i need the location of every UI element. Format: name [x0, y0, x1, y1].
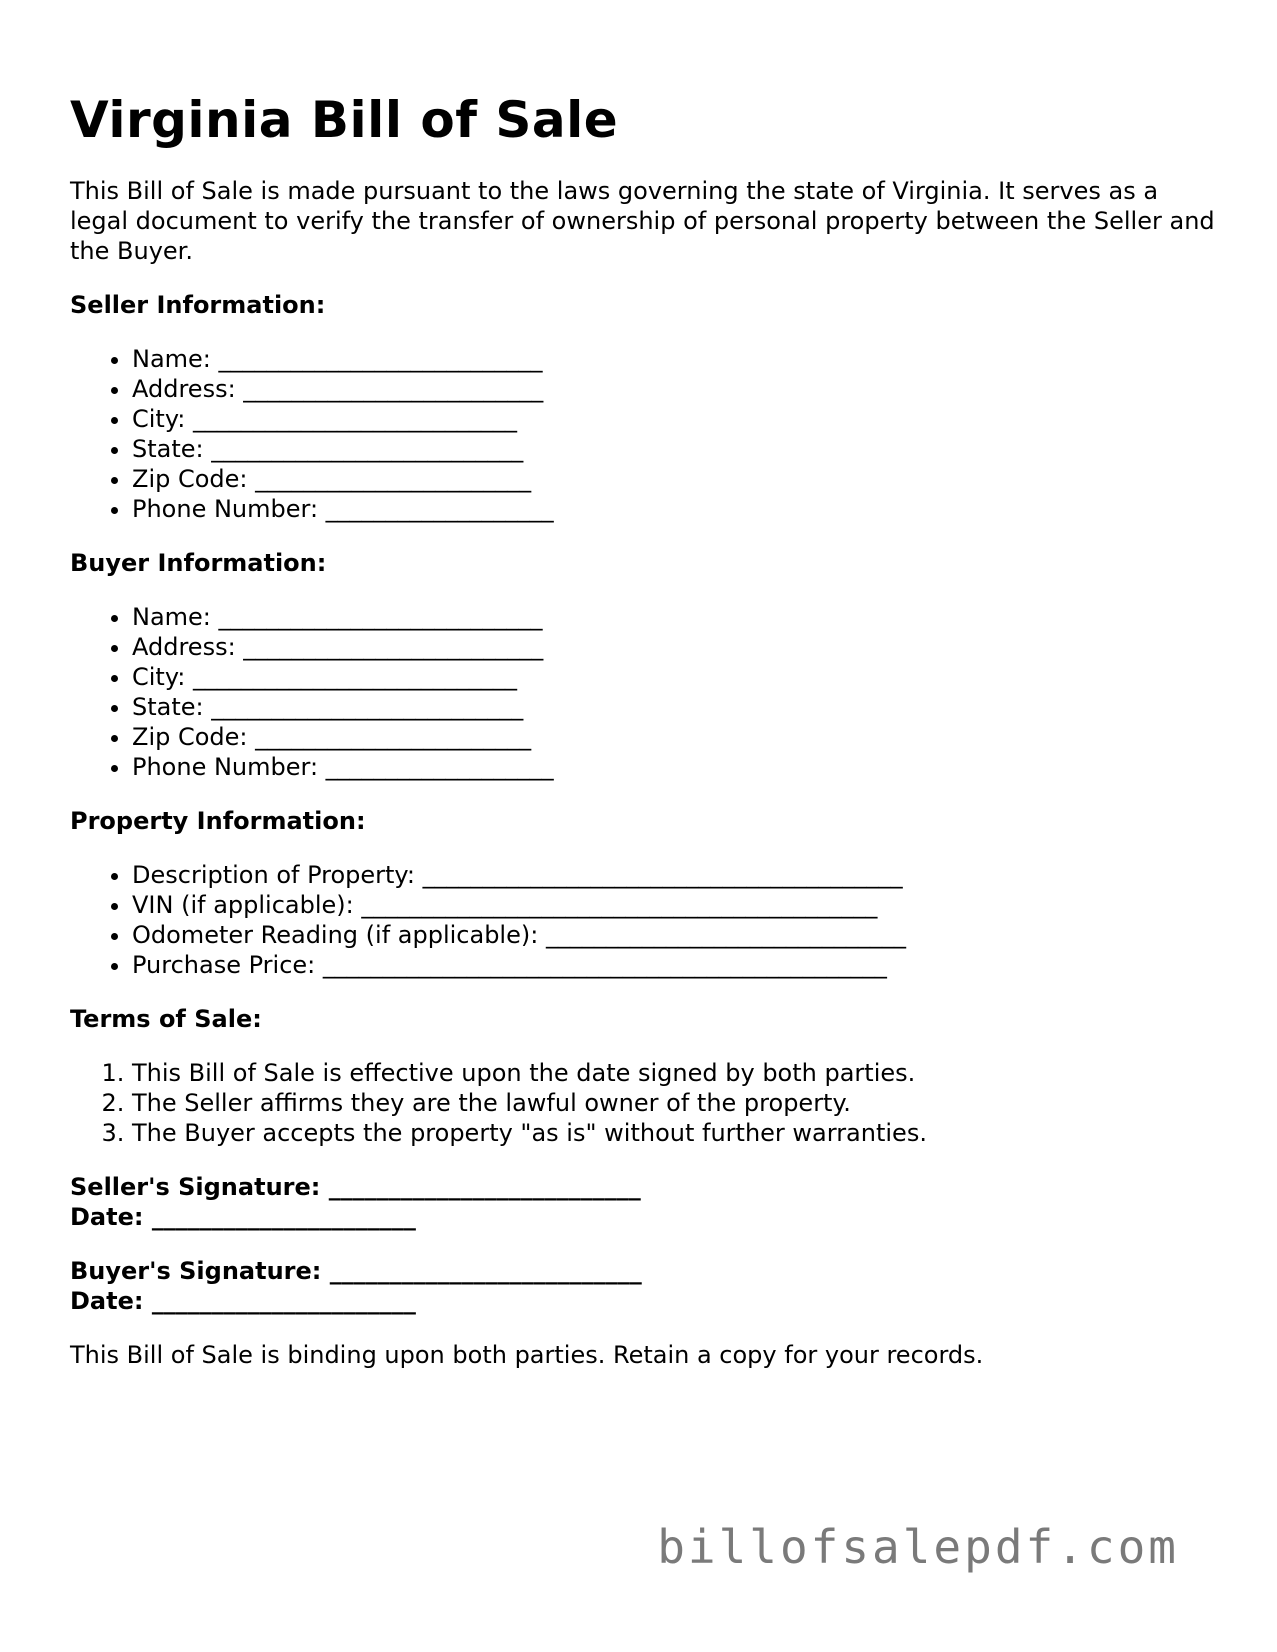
- property-heading: Property Information:: [70, 807, 366, 835]
- buyer-signature-block: [70, 1256, 1220, 1316]
- seller-date-line: Date: ______________________: [70, 1203, 416, 1231]
- buyer-city-field: • City: ___________________________: [132, 662, 1220, 692]
- seller-zip-field: • Zip Code: _______________________: [132, 464, 1220, 494]
- seller-fields: [70, 344, 1220, 524]
- property-vin-field: • VIN (if applicable): ___________________________________________: [132, 890, 1220, 920]
- buyer-zip-field: • Zip Code: _______________________: [132, 722, 1220, 752]
- terms-heading: Terms of Sale:: [70, 1005, 262, 1033]
- buyer-fields: [70, 602, 1220, 782]
- seller-name-field: • Name: ___________________________: [132, 344, 1220, 374]
- watermark: billofsalepdf.com: [657, 1520, 1179, 1574]
- terms-item: 3. The Buyer accepts the property "as is" without further warranties.: [132, 1118, 1220, 1148]
- buyer-address-field: • Address: _________________________: [132, 632, 1220, 662]
- buyer-signature-line: Buyer's Signature: __________________________: [70, 1257, 642, 1285]
- buyer-heading: Buyer Information:: [70, 549, 327, 577]
- terms-item: 2. The Seller affirms they are the lawful owner of the property.: [132, 1088, 1220, 1118]
- property-description-field: • Description of Property: ________________________________________: [132, 860, 1220, 890]
- closing-statement: This Bill of Sale is binding upon both parties. Retain a copy for your records.: [70, 1341, 984, 1369]
- buyer-state-field: • State: __________________________: [132, 692, 1220, 722]
- buyer-phone-field: • Phone Number: ___________________: [132, 752, 1220, 782]
- seller-phone-field: • Phone Number: ___________________: [132, 494, 1220, 524]
- page-title: Virginia Bill of Sale: [70, 91, 619, 149]
- seller-address-field: • Address: _________________________: [132, 374, 1220, 404]
- seller-signature-line: Seller's Signature: __________________________: [70, 1173, 641, 1201]
- seller-city-field: • City: ___________________________: [132, 404, 1220, 434]
- seller-heading: Seller Information:: [70, 291, 326, 319]
- property-fields: [70, 860, 1220, 980]
- property-odometer-field: • Odometer Reading (if applicable): ______________________________: [132, 920, 1220, 950]
- buyer-name-field: • Name: ___________________________: [132, 602, 1220, 632]
- terms-item: 1. This Bill of Sale is effective upon the date signed by both parties.: [132, 1058, 1220, 1088]
- intro-paragraph: This Bill of Sale is made pursuant to the laws governing the state of Virginia. It serves as a legal document to verify the transfer of ownership of personal property between the Seller and the Buyer.: [70, 177, 1215, 265]
- buyer-date-line: Date: ______________________: [70, 1287, 416, 1315]
- property-price-field: • Purchase Price: _______________________________________________: [132, 950, 1220, 980]
- seller-signature-block: [70, 1172, 1220, 1232]
- seller-state-field: • State: __________________________: [132, 434, 1220, 464]
- terms-list: [70, 1058, 1220, 1148]
- document-page: [70, 88, 1220, 1370]
